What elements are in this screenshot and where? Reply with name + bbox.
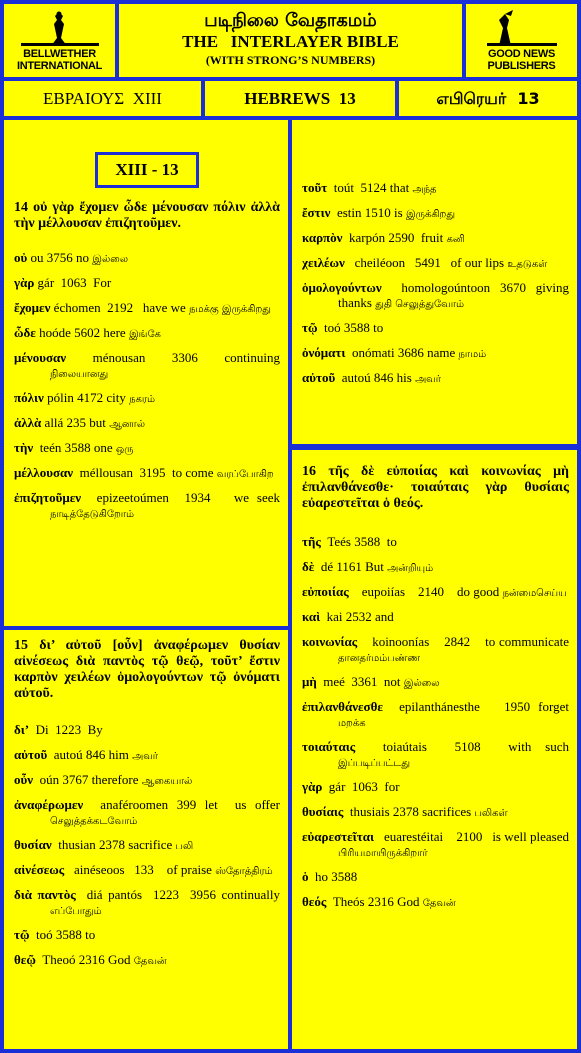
greek-word: μένουσαν [14,350,67,365]
greek-word: τῷ [14,927,30,942]
tamil-gloss: கனி [446,234,465,245]
tamil-gloss: பலிகள் [474,808,508,819]
verse16-text: 16 τῆς δὲ εὐποιίας καὶ κοινωνίας μὴ ἐπιλανθάνεσθε· τοιαύταις γὰρ θυσίαις εὐαρεστεῖται ὁ θεός. [302,464,569,511]
translit-strongs-english: meé 3361 not [316,674,404,689]
verse14-word-list [14,250,284,522]
translit-strongs-english: ménousan 3306 continuing [66,350,284,365]
chapter-label: XIII - 13 [115,160,179,179]
translit-strongs-english: homologoúntoon 3670 giving thanks [338,280,573,310]
greek-word: εὐαρεστεῖται [302,829,374,844]
tamil-title: படிநிலை வேதாகமம் [204,10,377,31]
translit-strongs-english: diá pantós 1223 3956 continually [75,887,284,902]
word-entry [302,674,569,691]
word-entry [14,862,280,879]
word-entry [14,440,280,457]
word-entry [14,490,284,522]
tamil-gloss: ஒரு [115,444,134,455]
logo-line: PUBLISHERS [487,59,556,72]
tamil-gloss: நாடித்தேடுகிறோம் [50,509,135,520]
greek-word: ὁμολογούντων [302,280,382,295]
tamil-gloss: பலி [175,841,194,852]
greek-word: ἀλλὰ [14,415,42,430]
subtitle: (WITH STRONG’S NUMBERS) [205,53,376,67]
tamil-gloss: தானதர்மம்பண்ண [338,653,421,664]
tamil-gloss: செலுத்தக்கடவோம் [50,816,138,827]
book-tamil-cell [399,81,577,116]
greek-word: γὰρ [302,779,323,794]
translit-strongs-english: gár 1063 for [322,779,400,794]
greek-word: εὐποιίας [302,584,349,599]
logo-line: GOOD NEWS [488,47,555,60]
greek-word: ὧδε [14,325,36,340]
word-entry [302,609,569,626]
tamil-gloss: இருக்கிறது [405,209,456,220]
tamil-gloss: அன்றியும் [387,563,434,574]
verse15-cont-panel [292,120,577,446]
word-entry [302,584,569,601]
word-entry [14,465,280,482]
greek-word: οὖν [14,772,34,787]
tamil-gloss: மறக்க [338,718,366,729]
greek-word: θυσίαις [302,804,344,819]
greek-word: τῷ [302,320,318,335]
tamil-gloss: எப்போதும் [50,906,102,917]
translit-strongs-english: anaféroomen 399 let us offer [83,797,284,812]
greek-word: θεός [302,894,327,909]
translit-strongs-english: eupoiías 2140 do good [348,584,503,599]
word-entry [14,772,280,789]
tamil-gloss: நன்மைசெய்ய [502,588,567,599]
word-entry [302,699,573,731]
word-entry [14,927,280,944]
translit-strongs-english: toiaútais 5108 with such [355,739,573,754]
tamil-gloss: ஸ்தோத்திரம் [215,866,273,877]
word-entry [14,250,280,267]
word-entry [302,534,569,551]
translit-strongs-english: cheiléoon 5491 of our lips [344,255,508,270]
tamil-gloss: நிலையானது [50,369,109,380]
greek-word: οὐ [14,250,28,265]
book-greek-label: ΕΒΡΑΙΟΥΣ XIII [43,89,162,108]
translit-strongs-english: epilanthánesthe 1950 forget [382,699,573,714]
bellwether-logo-icon [15,10,105,48]
greek-word: ἐπιζητοῦμεν [14,490,82,505]
logo-line: BELLWETHER [23,47,96,60]
translit-strongs-english: oún 3767 therefore [33,772,142,787]
verse16-panel [292,450,577,1049]
tamil-gloss: நமக்கு இருக்கிறது [189,304,271,315]
greek-word: ὀνόματι [302,345,346,360]
translit-strongs-english: dé 1161 But [314,559,388,574]
translit-strongs-english: Teés 3588 to [320,534,397,549]
tamil-gloss: ஆகையால் [141,776,193,787]
tamil-gloss: இல்லை [92,254,129,265]
tamil-gloss: வரப்போகிற [216,469,274,480]
translit-strongs-english: Theós 2316 God [326,894,423,909]
translit-strongs-english: méllousan 3195 to come [73,465,217,480]
translit-strongs-english: toó 3588 to [29,927,96,942]
translit-strongs-english: autoú 846 his [335,370,416,385]
greek-word: θυσίαν [14,837,52,852]
good-news-logo-text [488,48,556,72]
translit-strongs-english: échomen 2192 have we [50,300,190,315]
tamil-gloss: அந்த [412,184,437,195]
good-news-logo-icon [477,10,567,48]
word-entry [14,390,280,407]
main-title: THE INTERLAYER BIBLE [182,32,399,51]
word-entry [14,887,284,919]
logo-line: INTERNATIONAL [16,59,103,72]
word-entry [14,350,284,382]
greek-word: καὶ [302,609,321,624]
tamil-gloss: நகரம் [129,394,156,405]
tamil-gloss: பிரியமாயிருக்கிறார் [338,848,428,859]
word-entry [14,747,280,764]
word-entry [302,779,569,796]
verse15-word-list [14,722,284,969]
greek-word: καρπὸν [302,230,343,245]
word-entry [14,415,280,432]
word-entry [14,300,280,317]
greek-word: τῆς [302,534,321,549]
tamil-gloss: துதி செலுத்துவோம் [375,299,464,310]
translit-strongs-english: pólin 4172 city [43,390,130,405]
tamil-gloss: இங்கே [128,329,161,340]
tamil-gloss: அவர் [415,374,441,385]
greek-word: δὲ [302,559,315,574]
word-entry [302,829,573,861]
greek-word: αὐτοῦ [302,370,336,385]
greek-word: διὰ παντὸς [14,887,76,902]
chapter-label-box [95,152,199,188]
greek-word: χειλέων [302,255,345,270]
tamil-gloss: உதடுகள் [507,259,548,270]
greek-word: μὴ [302,674,317,689]
greek-word: μέλλουσαν [14,465,74,480]
greek-word: αὐτοῦ [14,747,48,762]
book-english-cell [205,81,395,116]
greek-word: θεῷ [14,952,36,967]
word-entry [14,952,280,969]
verse16-word-list [302,534,573,911]
verse14-text: 14 οὐ γὰρ ἔχομεν ὧδε μένουσαν πόλιν ἀλλὰ τὴν μέλλουσαν ἐπιζητοῦμεν. [14,200,280,231]
word-entry [302,869,569,886]
book-tamil-label: எபிரெயர் 13 [436,89,540,108]
word-entry [14,325,280,342]
translit-strongs-english: ainéseoos 133 of praise [64,862,216,877]
tamil-gloss: நாமம் [458,349,487,360]
translit-strongs-english: Di 1223 By [29,722,103,737]
greek-word: αἰνέσεως [14,862,65,877]
word-entry [14,722,280,739]
translit-strongs-english: kai 2532 and [320,609,394,624]
translit-strongs-english: estin 1510 is [330,205,406,220]
word-entry [302,804,569,821]
title-panel [119,4,462,77]
translit-strongs-english: euarestéitai 2100 is well pleased [374,829,573,844]
verse15-panel [4,630,288,1049]
greek-word: ὁ [302,869,309,884]
book-english-label: HEBREWS 13 [244,89,356,108]
tamil-gloss: தேவன் [133,956,167,967]
greek-word: ἐπιλανθάνεσθε [302,699,383,714]
tamil-gloss: இல்லை [403,678,440,689]
greek-word: ἔστιν [302,205,331,220]
translit-strongs-english: koinoonías 2842 to communicate [357,634,573,649]
greek-word: δι’ [14,722,30,737]
tamil-gloss: தேவன் [422,898,456,909]
greek-word: ἔχομεν [14,300,51,315]
translit-strongs-english: Theoó 2316 God [35,952,134,967]
translit-strongs-english: epizeetoúmen 1934 we seek [81,490,284,505]
greek-word: τοιαύταις [302,739,356,754]
word-entry [302,739,573,771]
translit-strongs-english: onómati 3686 name [345,345,459,360]
word-entry [14,797,284,829]
word-entry [14,275,280,292]
translit-strongs-english: toó 3588 to [317,320,384,335]
translit-strongs-english: thusian 2378 sacrifice [51,837,176,852]
verse15-text: 15 δι’ αὐτοῦ [οὖν] ἀναφέρωμεν θυσίαν αἰνέσεως διὰ παντὸς τῷ θεῷ, τοῦτ’ ἔστιν καρπὸν χειλέων ὁμολογούντων τῷ ὀνόματι αὐτοῦ. [14,638,280,701]
greek-word: πόλιν [14,390,44,405]
translit-strongs-english: ho 3588 [308,869,358,884]
bellwether-logo-text [17,48,102,72]
word-entry [302,894,569,911]
translit-strongs-english: hoóde 5602 here [35,325,129,340]
translit-strongs-english: ou 3756 no [27,250,93,265]
translit-strongs-english: karpón 2590 fruit [342,230,447,245]
tamil-gloss: அவர் [132,751,159,762]
translit-strongs-english: toút 5124 that [327,180,413,195]
greek-word: κοινωνίας [302,634,358,649]
translit-strongs-english: gár 1063 For [34,275,112,290]
tamil-gloss: ஆனால் [109,419,146,430]
left-logo-panel [4,4,115,77]
translit-strongs-english: teén 3588 one [33,440,116,455]
greek-word: τὴν [14,440,34,455]
book-greek-cell [4,81,201,116]
verse14-panel [4,120,288,626]
greek-word: ἀναφέρωμεν [14,797,84,812]
word-entry [302,634,573,666]
translit-strongs-english: thusiais 2378 sacrifices [343,804,475,819]
greek-word: τοῦτ [302,180,328,195]
word-entry [302,559,569,576]
greek-word: γὰρ [14,275,35,290]
translit-strongs-english: allá 235 but [41,415,110,430]
translit-strongs-english: autoú 846 him [47,747,133,762]
word-entry [14,837,280,854]
right-logo-panel [466,4,577,77]
tamil-gloss: இப்படிப்பட்டது [338,758,411,769]
